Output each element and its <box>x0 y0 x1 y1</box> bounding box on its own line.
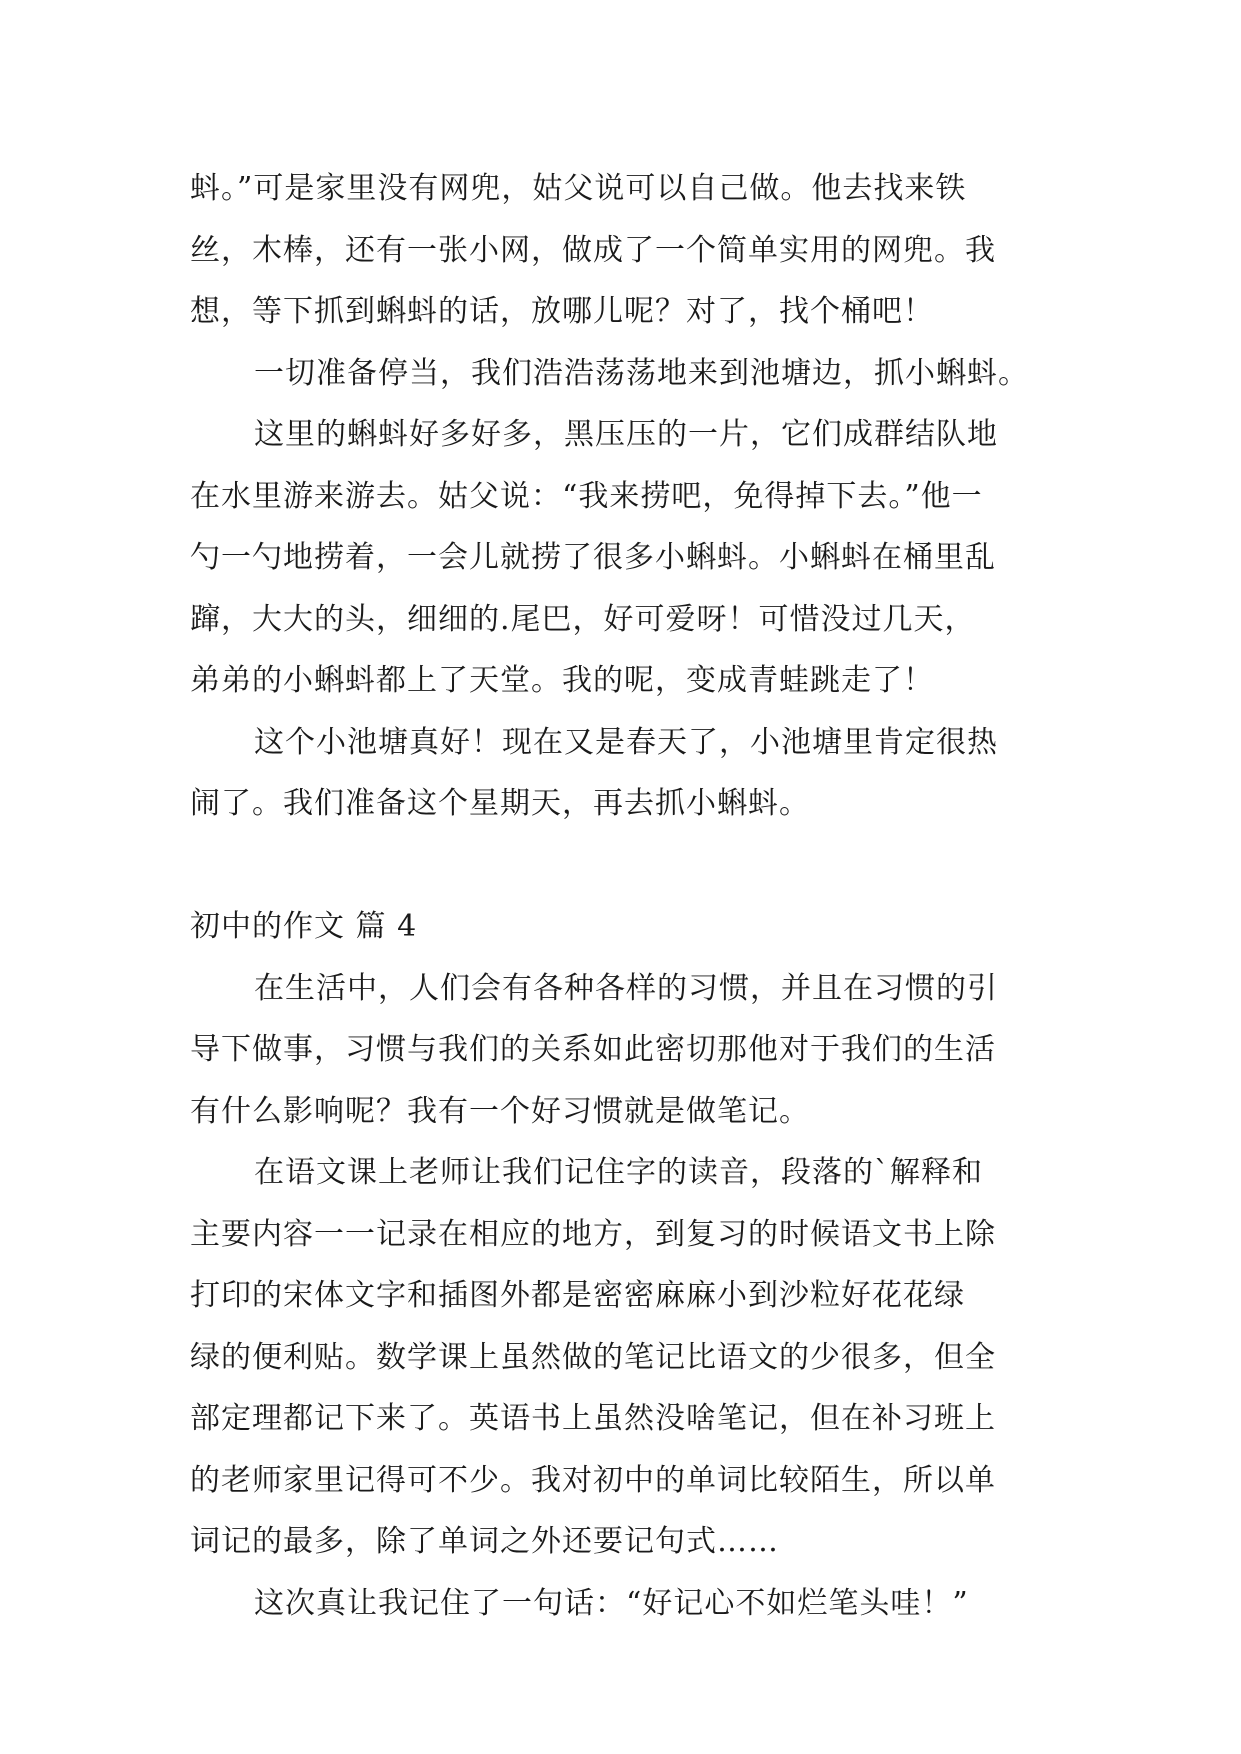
text-line: 部定理都记下来了。英语书上虽然没啥笔记，但在补习班上 <box>190 1401 996 1436</box>
text-line: 词记的最多，除了单词之外还要记句式…… <box>190 1524 779 1559</box>
text-line: 有什么影响呢？我有一个好习惯就是做笔记。 <box>190 1093 810 1129</box>
text-line: 丝，木棒，还有一张小网，做成了一个简单实用的网兜。我 <box>190 232 996 268</box>
essay-text <box>190 158 1060 1634</box>
text-line: 想，等下抓到蝌蚪的话，放哪儿呢？对了，找个桶吧！ <box>190 294 934 329</box>
text-line: 勺一勺地捞着，一会儿就捞了很多小蝌蚪。小蝌蚪在桶里乱 <box>190 540 996 575</box>
text-line: 的老师家里记得可不少。我对初中的单词比较陌生，所以单 <box>190 1462 996 1498</box>
text-line: 闹了。我们准备这个星期天，再去抓小蝌蚪。 <box>190 786 810 821</box>
text-line: 绿的便利贴。数学课上虽然做的笔记比语文的少很多，但全 <box>190 1339 996 1375</box>
section-gap <box>190 835 1060 897</box>
essay-heading: 初中的作文 篇 4 <box>190 909 418 944</box>
paragraph-first-line: 这里的蝌蚪好多好多，黑压压的一片，它们成群结队地 <box>254 417 998 452</box>
text-line: 蚪。”可是家里没有网兜，姑父说可以自己做。他去找来铁 <box>190 171 967 206</box>
paragraph-first-line: 这次真让我记住了一句话：“好记心不如烂笔头哇！” <box>254 1585 969 1621</box>
text-line: 主要内容一一记录在相应的地方，到复习的时候语文书上除 <box>190 1216 996 1252</box>
paragraph-first-line: 一切准备停当，我们浩浩荡荡地来到池塘边，抓小蝌蚪。 <box>254 355 1029 391</box>
text-line: 弟弟的小蝌蚪都上了天堂。我的呢，变成青蛙跳走了！ <box>190 663 934 698</box>
text-line: 在水里游来游去。姑父说：“我来捞吧，免得掉下去。”他一 <box>190 478 983 514</box>
paragraph-first-line: 在生活中，人们会有各种各样的习惯，并且在习惯的引 <box>254 970 998 1006</box>
text-line: 打印的宋体文字和插图外都是密密麻麻小到沙粒好花花绿 <box>190 1278 965 1313</box>
paragraph-first-line: 在语文课上老师让我们记住字的读音，段落的`解释和 <box>254 1155 983 1190</box>
text-line: 导下做事，习惯与我们的关系如此密切那他对于我们的生活 <box>190 1032 996 1067</box>
paragraph-first-line: 这个小池塘真好！现在又是春天了，小池塘里肯定很热 <box>254 724 998 760</box>
text-line: 蹿，大大的头，细细的.尾巴，好可爱呀！可惜没过几天， <box>190 601 976 637</box>
